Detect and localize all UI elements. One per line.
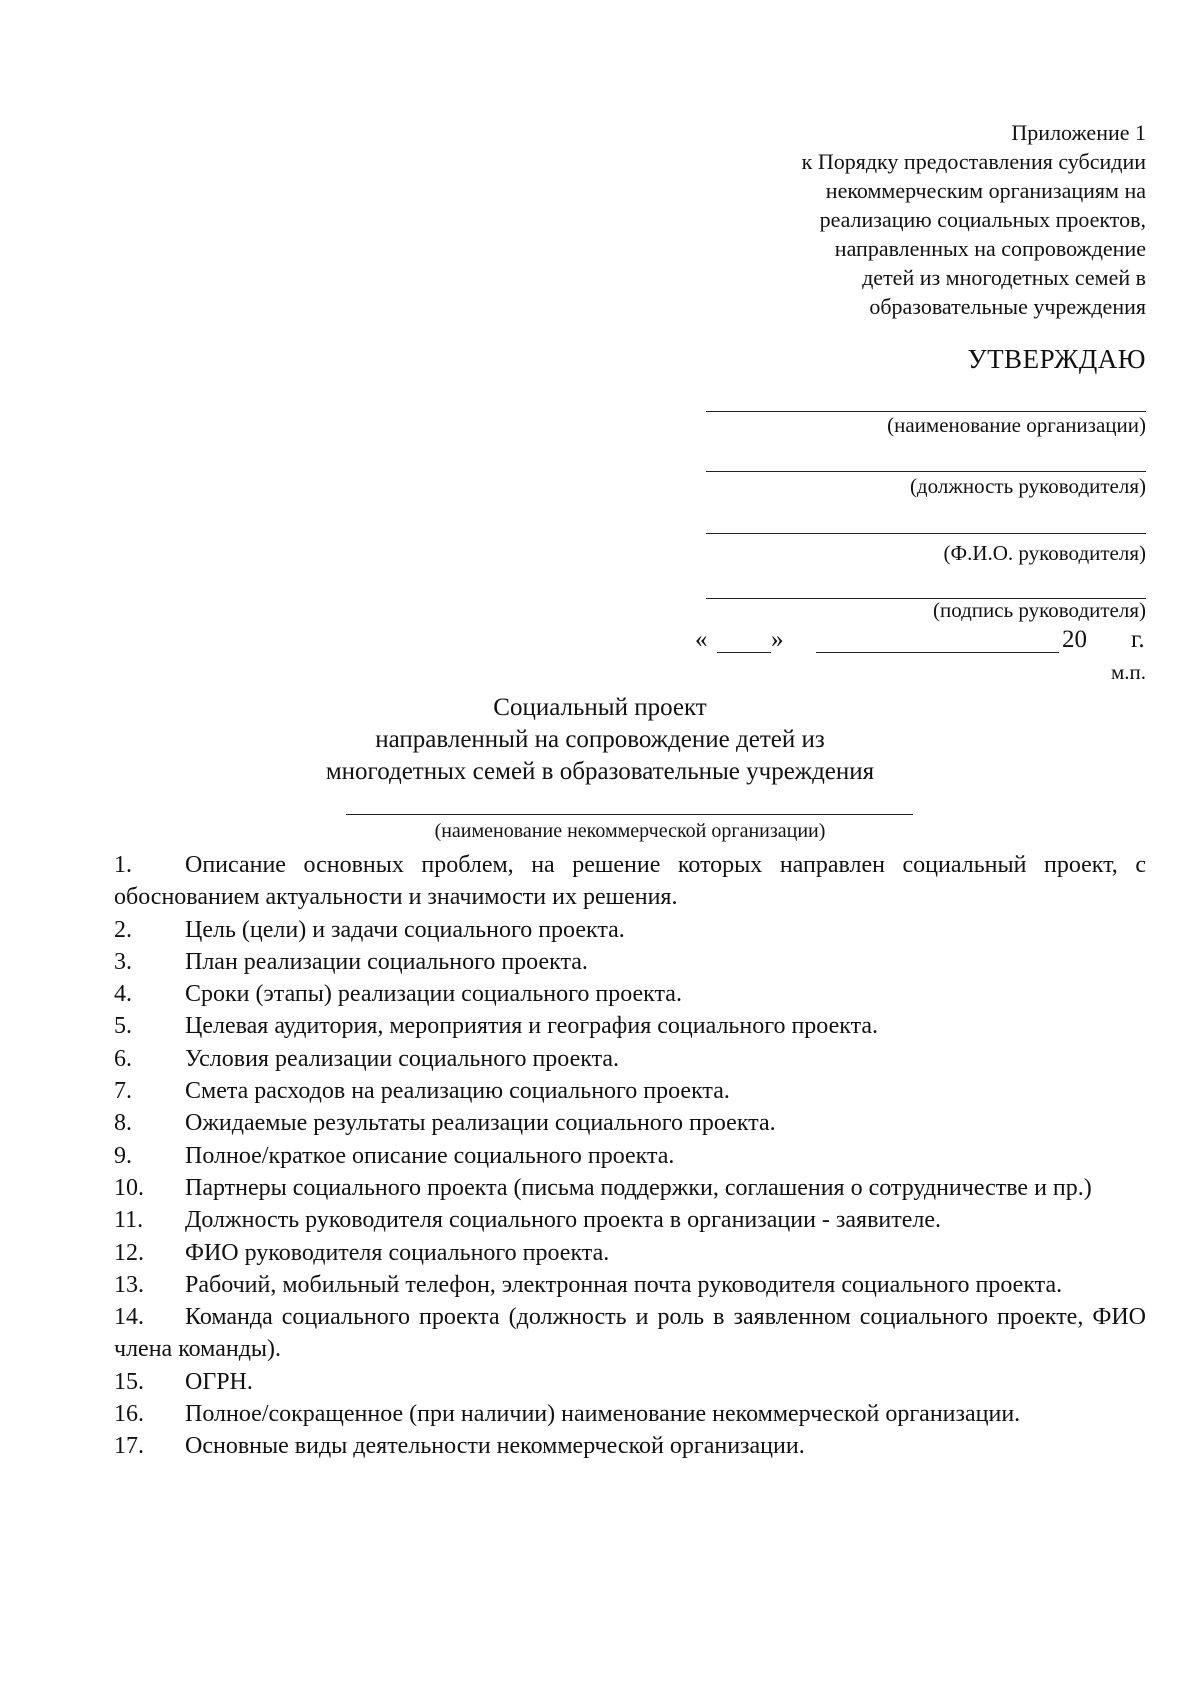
item-text: Партнеры социального проекта (письма поддержки, соглашения о сотрудничестве и пр.)	[185, 1174, 1092, 1201]
list-item	[114, 1075, 1146, 1107]
stamp-place: м.п.	[1110, 660, 1146, 684]
year-suffix: г.	[1131, 626, 1145, 653]
list-item	[114, 1301, 1146, 1366]
appendix-line: направленных на сопровождение	[834, 236, 1146, 261]
list-item	[114, 914, 1146, 946]
approve-heading: УТВЕРЖДАЮ	[967, 344, 1146, 374]
appendix-line: детей из многодетных семей в	[862, 265, 1146, 290]
appendix-header	[640, 118, 1146, 321]
list-item	[114, 1172, 1146, 1204]
item-number: 3.	[114, 948, 132, 975]
approval-date	[640, 626, 1146, 658]
title-line: направленный на сопровождение детей из	[375, 726, 825, 753]
list-item	[114, 1043, 1146, 1075]
item-text: Рабочий, мобильный телефон, электронная почта руководителя социального проекта.	[185, 1271, 1063, 1298]
item-number: 8.	[114, 1110, 132, 1137]
item-text: Должность руководителя социального проекта в организации - заявителе.	[185, 1207, 942, 1234]
appendix-line: Приложение 1	[1011, 120, 1146, 145]
item-text: Целевая аудитория, мероприятия и география социального проекта.	[185, 1013, 879, 1040]
list-item	[114, 1366, 1146, 1398]
list-item	[114, 1204, 1146, 1236]
item-number: 15.	[114, 1368, 144, 1395]
year-prefix: 20	[1062, 626, 1087, 653]
item-number: 7.	[114, 1078, 132, 1105]
title-line: Социальный проект	[493, 694, 707, 721]
list-item	[114, 978, 1146, 1010]
nonprofit-name-line	[346, 814, 913, 815]
head-position-caption: (должность руководителя)	[909, 474, 1146, 498]
item-number: 17.	[114, 1433, 144, 1460]
item-text: Команда социального проекта (должность и роль в заявленном социального проекте, ФИО члена команды).	[114, 1304, 1146, 1363]
item-number: 2.	[114, 916, 132, 943]
list-item	[114, 849, 1146, 914]
list-item	[114, 1430, 1146, 1462]
item-text: Ожидаемые результаты реализации социального проекта.	[185, 1110, 776, 1137]
item-number: 1.	[114, 852, 132, 878]
item-text: Полное/сокращенное (при наличии) наименование некоммерческой организации.	[185, 1401, 1021, 1428]
head-position-line	[706, 471, 1146, 472]
date-quote-close: »	[771, 626, 784, 653]
title-line: многодетных семей в образовательные учреждения	[325, 758, 875, 785]
document-title	[150, 692, 1050, 788]
list-item	[114, 1140, 1146, 1172]
list-item	[114, 1010, 1146, 1042]
item-text: Смета расходов на реализацию социального проекта.	[185, 1078, 730, 1105]
item-number: 6.	[114, 1045, 132, 1072]
item-text: Полное/краткое описание социального проекта.	[185, 1142, 675, 1169]
item-number: 13.	[114, 1271, 144, 1298]
item-text: Описание основных проблем, на решение которых направлен социальный проект, с обоснованием актуальности и значимости их решения.	[114, 852, 1146, 911]
list-item	[114, 1398, 1146, 1430]
organization-name-caption: (наименование организации)	[887, 413, 1146, 437]
list-item	[114, 946, 1146, 978]
item-text: Основные виды деятельности некоммерческой организации.	[185, 1433, 805, 1460]
project-sections-list	[114, 849, 1146, 1463]
head-fullname-caption: (Ф.И.О. руководителя)	[943, 541, 1146, 565]
list-item	[114, 1107, 1146, 1139]
appendix-line: образовательные учреждения	[869, 294, 1146, 319]
head-signature-caption: (подпись руководителя)	[932, 598, 1146, 622]
item-number: 9.	[114, 1142, 132, 1169]
list-item	[114, 1269, 1146, 1301]
nonprofit-name-caption: (наименование некоммерческой организации)	[434, 820, 826, 842]
item-number: 5.	[114, 1013, 132, 1040]
day-blank-line	[717, 652, 771, 653]
item-text: Условия реализации социального проекта.	[185, 1045, 620, 1072]
head-fullname-line	[706, 533, 1146, 534]
date-quote-open: «	[695, 626, 708, 653]
item-number: 14.	[114, 1304, 144, 1331]
item-number: 12.	[114, 1239, 144, 1266]
item-number: 10.	[114, 1174, 144, 1201]
item-text: План реализации социального проекта.	[185, 948, 588, 975]
item-text: ФИО руководителя социального проекта.	[185, 1239, 610, 1266]
appendix-line: некоммерческим организациям на	[825, 178, 1146, 203]
list-item	[114, 1237, 1146, 1269]
item-number: 11.	[114, 1207, 144, 1234]
appendix-line: к Порядку предоставления субсидии	[801, 149, 1146, 174]
month-blank-line	[816, 652, 1059, 653]
item-number: 4.	[114, 981, 132, 1008]
appendix-line: реализацию социальных проектов,	[819, 207, 1146, 232]
item-text: ОГРН.	[185, 1368, 253, 1395]
item-text: Сроки (этапы) реализации социального проекта.	[185, 981, 682, 1008]
item-number: 16.	[114, 1401, 144, 1428]
item-text: Цель (цели) и задачи социального проекта.	[185, 916, 625, 943]
